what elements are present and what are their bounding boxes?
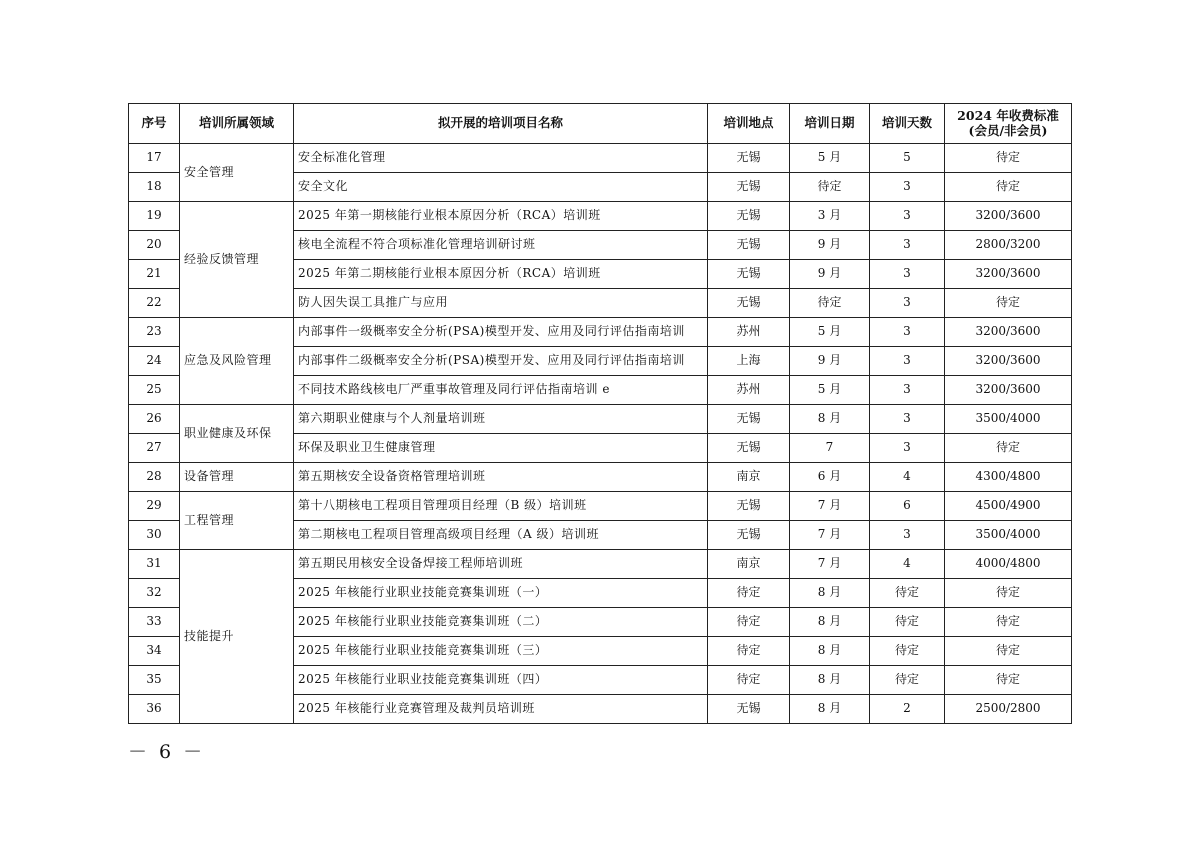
row-location: 南京 [708, 550, 790, 579]
row-fee: 待定 [945, 666, 1072, 695]
row-date: 7 月 [790, 550, 870, 579]
row-number: 33 [129, 608, 180, 637]
row-fee: 待定 [945, 173, 1072, 202]
row-fee: 待定 [945, 144, 1072, 173]
row-number: 29 [129, 492, 180, 521]
row-fee: 3200/3600 [945, 260, 1072, 289]
header-row [129, 104, 1072, 144]
row-project-name: 第六期职业健康与个人剂量培训班 [294, 405, 708, 434]
table-row [129, 202, 1072, 231]
row-days: 3 [870, 231, 945, 260]
table-header [129, 104, 1072, 144]
row-date: 待定 [790, 289, 870, 318]
row-fee: 待定 [945, 434, 1072, 463]
row-date: 7 [790, 434, 870, 463]
row-date: 8 月 [790, 405, 870, 434]
row-days: 2 [870, 695, 945, 724]
row-location: 待定 [708, 666, 790, 695]
row-number: 31 [129, 550, 180, 579]
row-number: 34 [129, 637, 180, 666]
row-days: 待定 [870, 579, 945, 608]
row-date: 7 月 [790, 521, 870, 550]
row-days: 待定 [870, 637, 945, 666]
row-location: 无锡 [708, 231, 790, 260]
row-days: 3 [870, 434, 945, 463]
table-row [129, 318, 1072, 347]
row-fee: 2800/3200 [945, 231, 1072, 260]
row-date: 8 月 [790, 579, 870, 608]
row-fee: 2500/2800 [945, 695, 1072, 724]
table-row [129, 550, 1072, 579]
row-days: 3 [870, 318, 945, 347]
row-number: 21 [129, 260, 180, 289]
row-number: 25 [129, 376, 180, 405]
row-date: 5 月 [790, 144, 870, 173]
row-project-name: 环保及职业卫生健康管理 [294, 434, 708, 463]
row-location: 待定 [708, 608, 790, 637]
row-location: 苏州 [708, 376, 790, 405]
row-fee: 4500/4900 [945, 492, 1072, 521]
row-project-name: 2025 年核能行业竞赛管理及裁判员培训班 [294, 695, 708, 724]
row-date: 3 月 [790, 202, 870, 231]
row-domain: 经验反馈管理 [180, 202, 294, 318]
row-project-name: 第五期民用核安全设备焊接工程师培训班 [294, 550, 708, 579]
row-domain: 职业健康及环保 [180, 405, 294, 463]
row-project-name: 安全标准化管理 [294, 144, 708, 173]
row-fee: 4300/4800 [945, 463, 1072, 492]
row-location: 无锡 [708, 405, 790, 434]
row-location: 无锡 [708, 260, 790, 289]
row-fee: 4000/4800 [945, 550, 1072, 579]
row-fee: 待定 [945, 579, 1072, 608]
row-number: 24 [129, 347, 180, 376]
row-fee: 待定 [945, 637, 1072, 666]
row-fee: 3500/4000 [945, 405, 1072, 434]
row-number: 20 [129, 231, 180, 260]
row-fee: 3200/3600 [945, 202, 1072, 231]
row-days: 待定 [870, 666, 945, 695]
row-project-name: 2025 年核能行业职业技能竞赛集训班（二） [294, 608, 708, 637]
table-row [129, 405, 1072, 434]
row-project-name: 安全文化 [294, 173, 708, 202]
row-fee: 待定 [945, 289, 1072, 318]
row-date: 8 月 [790, 666, 870, 695]
header-no: 序号 [129, 104, 180, 144]
row-location: 南京 [708, 463, 790, 492]
row-number: 36 [129, 695, 180, 724]
row-project-name: 内部事件二级概率安全分析(PSA)模型开发、应用及同行评估指南培训 [294, 347, 708, 376]
row-date: 8 月 [790, 695, 870, 724]
header-fee-line1: 2024 年收费标准 [957, 108, 1059, 124]
row-number: 32 [129, 579, 180, 608]
row-project-name: 第十八期核电工程项目管理项目经理（B 级）培训班 [294, 492, 708, 521]
row-date: 9 月 [790, 260, 870, 289]
row-project-name: 不同技术路线核电厂严重事故管理及同行评估指南培训 e [294, 376, 708, 405]
row-number: 19 [129, 202, 180, 231]
row-date: 待定 [790, 173, 870, 202]
header-fee [945, 104, 1072, 144]
row-date: 9 月 [790, 231, 870, 260]
row-date: 5 月 [790, 376, 870, 405]
row-days: 3 [870, 289, 945, 318]
row-number: 17 [129, 144, 180, 173]
row-location: 待定 [708, 637, 790, 666]
row-domain: 设备管理 [180, 463, 294, 492]
header-date: 培训日期 [790, 104, 870, 144]
header-days: 培训天数 [870, 104, 945, 144]
row-number: 23 [129, 318, 180, 347]
row-location: 无锡 [708, 289, 790, 318]
row-location: 无锡 [708, 695, 790, 724]
row-project-name: 2025 年核能行业职业技能竞赛集训班（一） [294, 579, 708, 608]
row-project-name: 2025 年核能行业职业技能竞赛集训班（四） [294, 666, 708, 695]
row-fee: 3500/4000 [945, 521, 1072, 550]
row-days: 3 [870, 260, 945, 289]
row-location: 无锡 [708, 173, 790, 202]
row-days: 3 [870, 521, 945, 550]
row-date: 7 月 [790, 492, 870, 521]
table-row [129, 463, 1072, 492]
row-project-name: 内部事件一级概率安全分析(PSA)模型开发、应用及同行评估指南培训 [294, 318, 708, 347]
header-project: 拟开展的培训项目名称 [294, 104, 708, 144]
row-days: 4 [870, 550, 945, 579]
row-location: 无锡 [708, 492, 790, 521]
row-project-name: 2025 年第一期核能行业根本原因分析（RCA）培训班 [294, 202, 708, 231]
row-location: 无锡 [708, 202, 790, 231]
row-fee: 待定 [945, 608, 1072, 637]
row-location: 无锡 [708, 144, 790, 173]
table-row [129, 144, 1072, 173]
row-project-name: 核电全流程不符合项标准化管理培训研讨班 [294, 231, 708, 260]
row-domain: 应急及风险管理 [180, 318, 294, 405]
row-date: 6 月 [790, 463, 870, 492]
page-number: － 6 － [128, 741, 206, 763]
row-days: 3 [870, 202, 945, 231]
row-location: 苏州 [708, 318, 790, 347]
row-location: 无锡 [708, 521, 790, 550]
row-project-name: 第二期核电工程项目管理高级项目经理（A 级）培训班 [294, 521, 708, 550]
row-days: 4 [870, 463, 945, 492]
row-project-name: 第五期核安全设备资格管理培训班 [294, 463, 708, 492]
row-domain: 技能提升 [180, 550, 294, 724]
row-number: 26 [129, 405, 180, 434]
row-number: 27 [129, 434, 180, 463]
row-fee: 3200/3600 [945, 376, 1072, 405]
table-body [129, 144, 1072, 724]
header-location: 培训地点 [708, 104, 790, 144]
row-date: 5 月 [790, 318, 870, 347]
row-days: 3 [870, 173, 945, 202]
row-fee: 3200/3600 [945, 347, 1072, 376]
training-schedule-table [128, 103, 1072, 724]
row-days: 5 [870, 144, 945, 173]
header-fee-line2: (会员/非会员) [968, 122, 1048, 138]
row-days: 3 [870, 405, 945, 434]
row-number: 35 [129, 666, 180, 695]
row-location: 待定 [708, 579, 790, 608]
row-project-name: 防人因失误工具推广与应用 [294, 289, 708, 318]
row-domain: 安全管理 [180, 144, 294, 202]
table-row [129, 492, 1072, 521]
row-fee: 3200/3600 [945, 318, 1072, 347]
row-date: 8 月 [790, 608, 870, 637]
header-domain: 培训所属领域 [180, 104, 294, 144]
row-project-name: 2025 年第二期核能行业根本原因分析（RCA）培训班 [294, 260, 708, 289]
row-domain: 工程管理 [180, 492, 294, 550]
row-days: 3 [870, 376, 945, 405]
row-number: 18 [129, 173, 180, 202]
row-number: 28 [129, 463, 180, 492]
row-number: 22 [129, 289, 180, 318]
row-location: 无锡 [708, 434, 790, 463]
row-project-name: 2025 年核能行业职业技能竞赛集训班（三） [294, 637, 708, 666]
row-location: 上海 [708, 347, 790, 376]
row-days: 待定 [870, 608, 945, 637]
row-days: 6 [870, 492, 945, 521]
row-number: 30 [129, 521, 180, 550]
row-date: 8 月 [790, 637, 870, 666]
row-days: 3 [870, 347, 945, 376]
row-date: 9 月 [790, 347, 870, 376]
